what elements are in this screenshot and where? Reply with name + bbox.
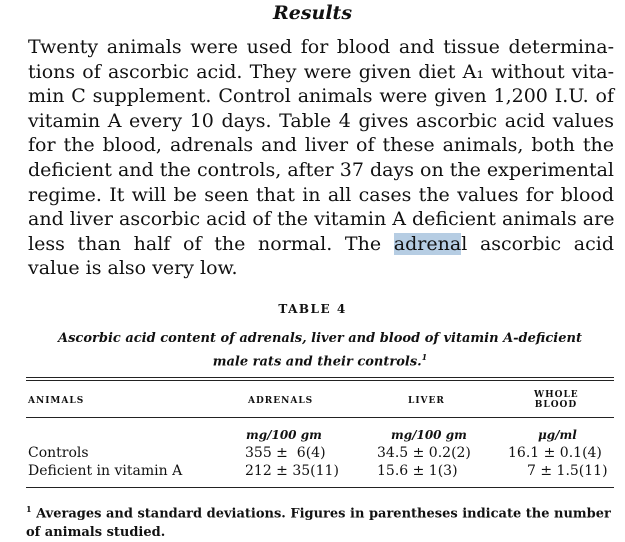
- table-top-rule: [26, 377, 614, 378]
- header-line: WHOLE: [534, 390, 579, 400]
- table-cell-animal: Deficient in vitamin A: [28, 463, 183, 479]
- footnote-text: Averages and standard deviations. Figures in parentheses indicate the number: [36, 506, 611, 522]
- section-heading: Results: [272, 2, 353, 24]
- paragraph-line: and liver ascorbic acid of the vitamin A deficient animals are: [28, 208, 615, 231]
- table-cell-liver: 34.5 ± 0.2(2): [377, 445, 471, 461]
- footnote-line: [26, 500, 614, 523]
- paragraph-text: less than half of the normal. The: [28, 232, 394, 255]
- caption-line: [20, 348, 620, 371]
- footnote-marker: 1: [421, 352, 428, 362]
- footnote-marker: 1: [26, 504, 32, 514]
- column-header-whole-blood: [534, 390, 578, 410]
- unit-liver: mg/100 gm: [391, 428, 467, 442]
- paragraph-line: Twenty animals were used for blood and tissue determina-: [28, 36, 614, 58]
- table-cell-adrenals: 355 ± 6(4): [245, 445, 326, 461]
- table-top-rule-double: [26, 380, 614, 381]
- paragraph-line: min C supplement. Control animals were given 1,200 I.U. of: [28, 85, 614, 108]
- paragraph-line-with-highlight: [28, 232, 614, 257]
- column-header-liver: LIVER: [408, 396, 445, 406]
- table-caption: [20, 329, 620, 371]
- unit-blood: μg/ml: [538, 428, 577, 442]
- paragraph-text: l ascorbic acid: [461, 232, 614, 255]
- paragraph-line: for the blood, adrenals and liver of these animals, both the: [28, 134, 614, 157]
- table-cell-blood: 16.1 ± 0.1(4): [508, 445, 602, 461]
- table-cell-blood: 7 ± 1.5(11): [527, 463, 608, 479]
- paragraph-line: vitamin A every 10 days. Table 4 gives ascorbic acid values: [28, 109, 614, 132]
- paragraph-line: regime. It will be seen that in all cases the values for blood: [28, 183, 614, 206]
- paragraph-line: tions of ascorbic acid. They were given diet A₁ without vita-: [28, 60, 614, 83]
- column-header-animals: ANIMALS: [28, 396, 85, 406]
- footnote-line: of animals studied.: [26, 525, 166, 541]
- results-paragraph: [28, 35, 614, 281]
- table-cell-animal: Controls: [28, 445, 89, 461]
- table-number: TABLE 4: [278, 302, 347, 316]
- text-selection-highlight[interactable]: adrena: [393, 232, 462, 255]
- paragraph-line: value is also very low.: [28, 257, 238, 280]
- unit-adrenals: mg/100 gm: [246, 428, 322, 442]
- table-header-rule: [26, 417, 614, 418]
- table-bottom-rule: [26, 487, 614, 488]
- caption-line: Ascorbic acid content of adrenals, liver and blood of vitamin A-deficient: [58, 331, 582, 346]
- caption-text: male rats and their controls.: [212, 354, 422, 370]
- column-header-adrenals: ADRENALS: [248, 396, 314, 406]
- table-cell-adrenals: 212 ± 35(11): [245, 463, 339, 479]
- table-cell-liver: 15.6 ± 1(3): [377, 463, 458, 479]
- paragraph-line: deficient and the controls, after 37 days on the experimental: [28, 158, 614, 181]
- header-line: BLOOD: [534, 400, 578, 410]
- table-footnote: [26, 500, 614, 542]
